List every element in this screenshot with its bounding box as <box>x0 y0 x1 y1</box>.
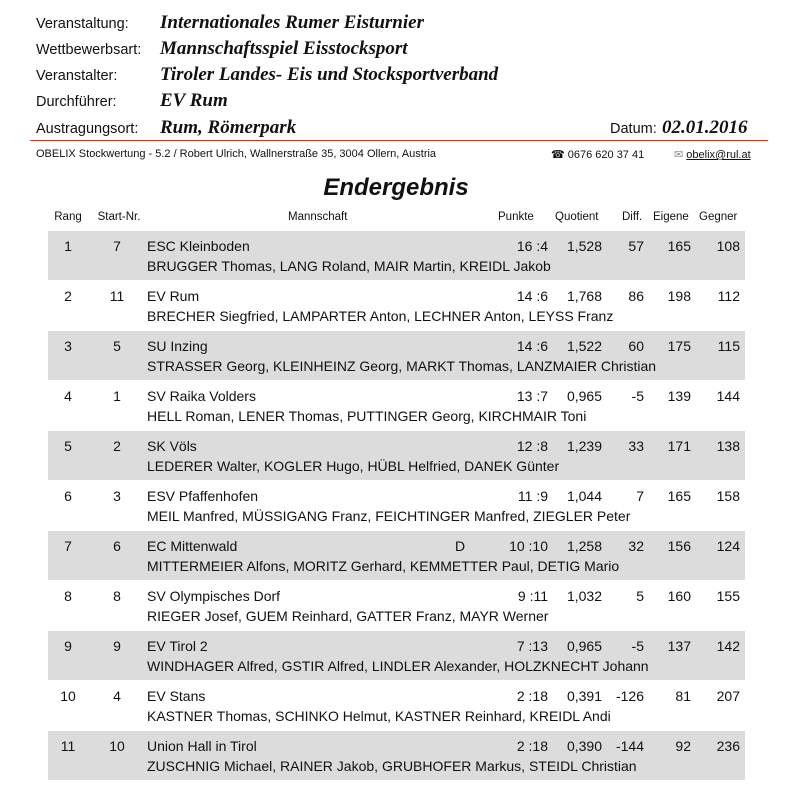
team-name: ESC Kleinboden <box>147 238 250 254</box>
col-header-rang: Rang <box>54 211 82 223</box>
rang-value: 6 <box>64 488 72 504</box>
rang-value: 4 <box>64 388 72 404</box>
gegner-value: 207 <box>716 688 740 704</box>
software-credit: OBELIX Stockwertung - 5.2 / Robert Ulrich, Wallnerstraße 35, 3004 Ollern, Austria <box>36 148 437 160</box>
start-number: 1 <box>113 388 121 404</box>
result-row <box>48 681 745 730</box>
col-header-eigene: Eigene <box>653 211 689 223</box>
rang-value: 1 <box>64 238 72 254</box>
rang-value: 9 <box>64 638 72 654</box>
team-players: WINDHAGER Alfred, GSTIR Alfred, LINDLER Alexander, HOLZKNECHT Johann <box>147 658 649 674</box>
gegner-value: 115 <box>717 338 740 354</box>
meta-label: Veranstalter: <box>36 68 118 84</box>
team-players: BRECHER Siegfried, LAMPARTER Anton, LECHNER Anton, LEYSS Franz <box>147 308 614 324</box>
meta-value: Tiroler Landes- Eis und Stocksportverband <box>160 64 499 85</box>
diff-value: 33 <box>628 438 644 454</box>
diff-value: 60 <box>628 338 644 354</box>
quotient-value: 1,522 <box>566 338 602 354</box>
eigene-value: 175 <box>667 338 691 354</box>
eigene-value: 165 <box>667 488 691 504</box>
rang-value: 11 <box>60 738 76 754</box>
punkte-value: 2 :18 <box>516 738 548 754</box>
quotient-value: 0,391 <box>566 688 602 704</box>
eigene-value: 92 <box>675 738 691 754</box>
quotient-value: 0,965 <box>566 388 602 404</box>
result-row <box>48 231 745 280</box>
start-number: 9 <box>113 638 121 654</box>
quotient-value: 1,044 <box>566 488 602 504</box>
diff-value: -5 <box>631 638 644 654</box>
eigene-value: 198 <box>667 288 691 304</box>
result-row <box>48 431 745 480</box>
start-number: 7 <box>113 238 121 254</box>
quotient-value: 1,258 <box>566 538 602 554</box>
gegner-value: 236 <box>716 738 740 754</box>
punkte-value: 16 :4 <box>516 238 548 254</box>
punkte-value: 11 :9 <box>517 488 548 504</box>
meta-value: Mannschaftsspiel Eisstocksport <box>160 38 408 59</box>
result-row <box>48 531 745 580</box>
team-flag: D <box>454 538 466 554</box>
team-name: SV Olympisches Dorf <box>147 588 281 604</box>
quotient-value: 1,239 <box>566 438 602 454</box>
rang-value: 10 <box>60 688 76 704</box>
diff-value: -144 <box>615 738 644 754</box>
gegner-value: 142 <box>716 638 740 654</box>
team-players: STRASSER Georg, KLEINHEINZ Georg, MARKT Thomas, LANZMAIER Christian <box>147 358 657 374</box>
meta-label: Veranstaltung: <box>36 16 129 32</box>
team-name: ESV Pfaffenhofen <box>147 488 259 504</box>
team-name: SU Inzing <box>147 338 208 354</box>
rang-value: 8 <box>64 588 72 604</box>
quotient-value: 0,390 <box>566 738 602 754</box>
team-players: MEIL Manfred, MÜSSIGANG Franz, FEICHTINGER Manfred, ZIEGLER Peter <box>147 508 631 524</box>
punkte-value: 13 :7 <box>516 388 548 404</box>
punkte-value: 7 :13 <box>516 638 548 654</box>
quotient-value: 1,768 <box>566 288 602 304</box>
team-players: ZUSCHNIG Michael, RAINER Jakob, GRUBHOFER Markus, STEIDL Christian <box>147 758 637 774</box>
start-number: 5 <box>113 338 121 354</box>
punkte-value: 10 :10 <box>509 538 548 554</box>
punkte-value: 14 :6 <box>516 338 548 354</box>
punkte-value: 12 :8 <box>516 438 548 454</box>
gegner-value: 124 <box>716 538 740 554</box>
eigene-value: 81 <box>675 688 691 704</box>
result-row <box>48 281 745 330</box>
diff-value: 32 <box>628 538 644 554</box>
team-name: EV Tirol 2 <box>147 638 208 654</box>
rang-value: 5 <box>64 438 72 454</box>
meta-label: Durchführer: <box>36 94 117 110</box>
col-header-gegner: Gegner <box>699 211 738 223</box>
punkte-value: 9 :11 <box>517 588 548 604</box>
team-players: HELL Roman, LENER Thomas, PUTTINGER Georg, KIRCHMAIR Toni <box>147 408 587 424</box>
diff-value: -5 <box>631 388 644 404</box>
result-row <box>48 331 745 380</box>
quotient-value: 1,528 <box>566 238 602 254</box>
eigene-value: 137 <box>667 638 691 654</box>
punkte-value: 14 :6 <box>516 288 548 304</box>
diff-value: 7 <box>636 488 644 504</box>
col-header-mannschaft: Mannschaft <box>288 211 348 223</box>
team-players: LEDERER Walter, KOGLER Hugo, HÜBL Helfried, DANEK Günter <box>147 458 560 474</box>
meta-label: Austragungsort: <box>36 121 139 137</box>
gegner-value: 144 <box>716 388 740 404</box>
diff-value: 86 <box>628 288 644 304</box>
eigene-value: 160 <box>667 588 691 604</box>
team-name: Union Hall in Tirol <box>147 738 257 754</box>
page-title: Endergebnis <box>323 174 469 201</box>
start-number: 4 <box>113 688 121 704</box>
team-players: BRUGGER Thomas, LANG Roland, MAIR Martin, KREIDL Jakob <box>147 258 551 274</box>
start-number: 8 <box>113 588 121 604</box>
result-row <box>48 381 745 430</box>
eigene-value: 171 <box>667 438 691 454</box>
team-players: MITTERMEIER Alfons, MORITZ Gerhard, KEMMETTER Paul, DETIG Mario <box>147 558 620 574</box>
quotient-value: 1,032 <box>566 588 602 604</box>
punkte-value: 2 :18 <box>516 688 548 704</box>
envelope-icon: ✉ <box>674 149 684 161</box>
diff-value: -126 <box>615 688 644 704</box>
header-divider <box>30 140 768 141</box>
meta-label: Wettbewerbsart: <box>36 42 142 58</box>
eigene-value: 139 <box>667 388 691 404</box>
col-header-start: Start-Nr. <box>97 211 141 223</box>
datum-label: Datum: <box>610 121 657 137</box>
team-players: RIEGER Josef, GUEM Reinhard, GATTER Franz, MAYR Werner <box>147 608 549 624</box>
result-row <box>48 481 745 530</box>
gegner-value: 158 <box>716 488 740 504</box>
team-name: EC Mittenwald <box>147 538 238 554</box>
rang-value: 7 <box>64 538 72 554</box>
gegner-value: 155 <box>716 588 740 604</box>
gegner-value: 138 <box>716 438 740 454</box>
team-name: EV Rum <box>147 288 200 304</box>
phone-number: ☎ 0676 620 37 41 <box>551 149 645 161</box>
meta-value: Rum, Römerpark <box>160 117 297 138</box>
result-row <box>48 631 745 680</box>
start-number: 11 <box>109 288 125 304</box>
result-row <box>48 731 745 780</box>
start-number: 6 <box>113 538 121 554</box>
start-number: 10 <box>109 738 125 754</box>
datum-value: 02.01.2016 <box>662 117 748 138</box>
rang-value: 3 <box>64 338 72 354</box>
start-number: 2 <box>113 438 121 454</box>
rang-value: 2 <box>64 288 72 304</box>
gegner-value: 112 <box>717 288 740 304</box>
meta-value: Internationales Rumer Eisturnier <box>160 12 424 33</box>
eigene-value: 156 <box>667 538 691 554</box>
email-link[interactable]: obelix@rul.at <box>686 149 751 161</box>
quotient-value: 0,965 <box>566 638 602 654</box>
meta-value: EV Rum <box>160 90 228 111</box>
result-row <box>48 581 745 630</box>
team-name: SK Völs <box>147 438 197 454</box>
diff-value: 5 <box>636 588 644 604</box>
diff-value: 57 <box>628 238 644 254</box>
col-header-quotient: Quotient <box>555 211 599 223</box>
team-players: KASTNER Thomas, SCHINKO Helmut, KASTNER Reinhard, KREIDL Andi <box>147 708 611 724</box>
team-name: EV Stans <box>147 688 206 704</box>
start-number: 3 <box>113 488 121 504</box>
email-contact[interactable] <box>674 148 751 161</box>
col-header-diff: Diff. <box>622 211 643 223</box>
gegner-value: 108 <box>716 238 740 254</box>
col-header-punkte: Punkte <box>498 211 534 223</box>
eigene-value: 165 <box>667 238 691 254</box>
team-name: SV Raika Volders <box>147 388 256 404</box>
